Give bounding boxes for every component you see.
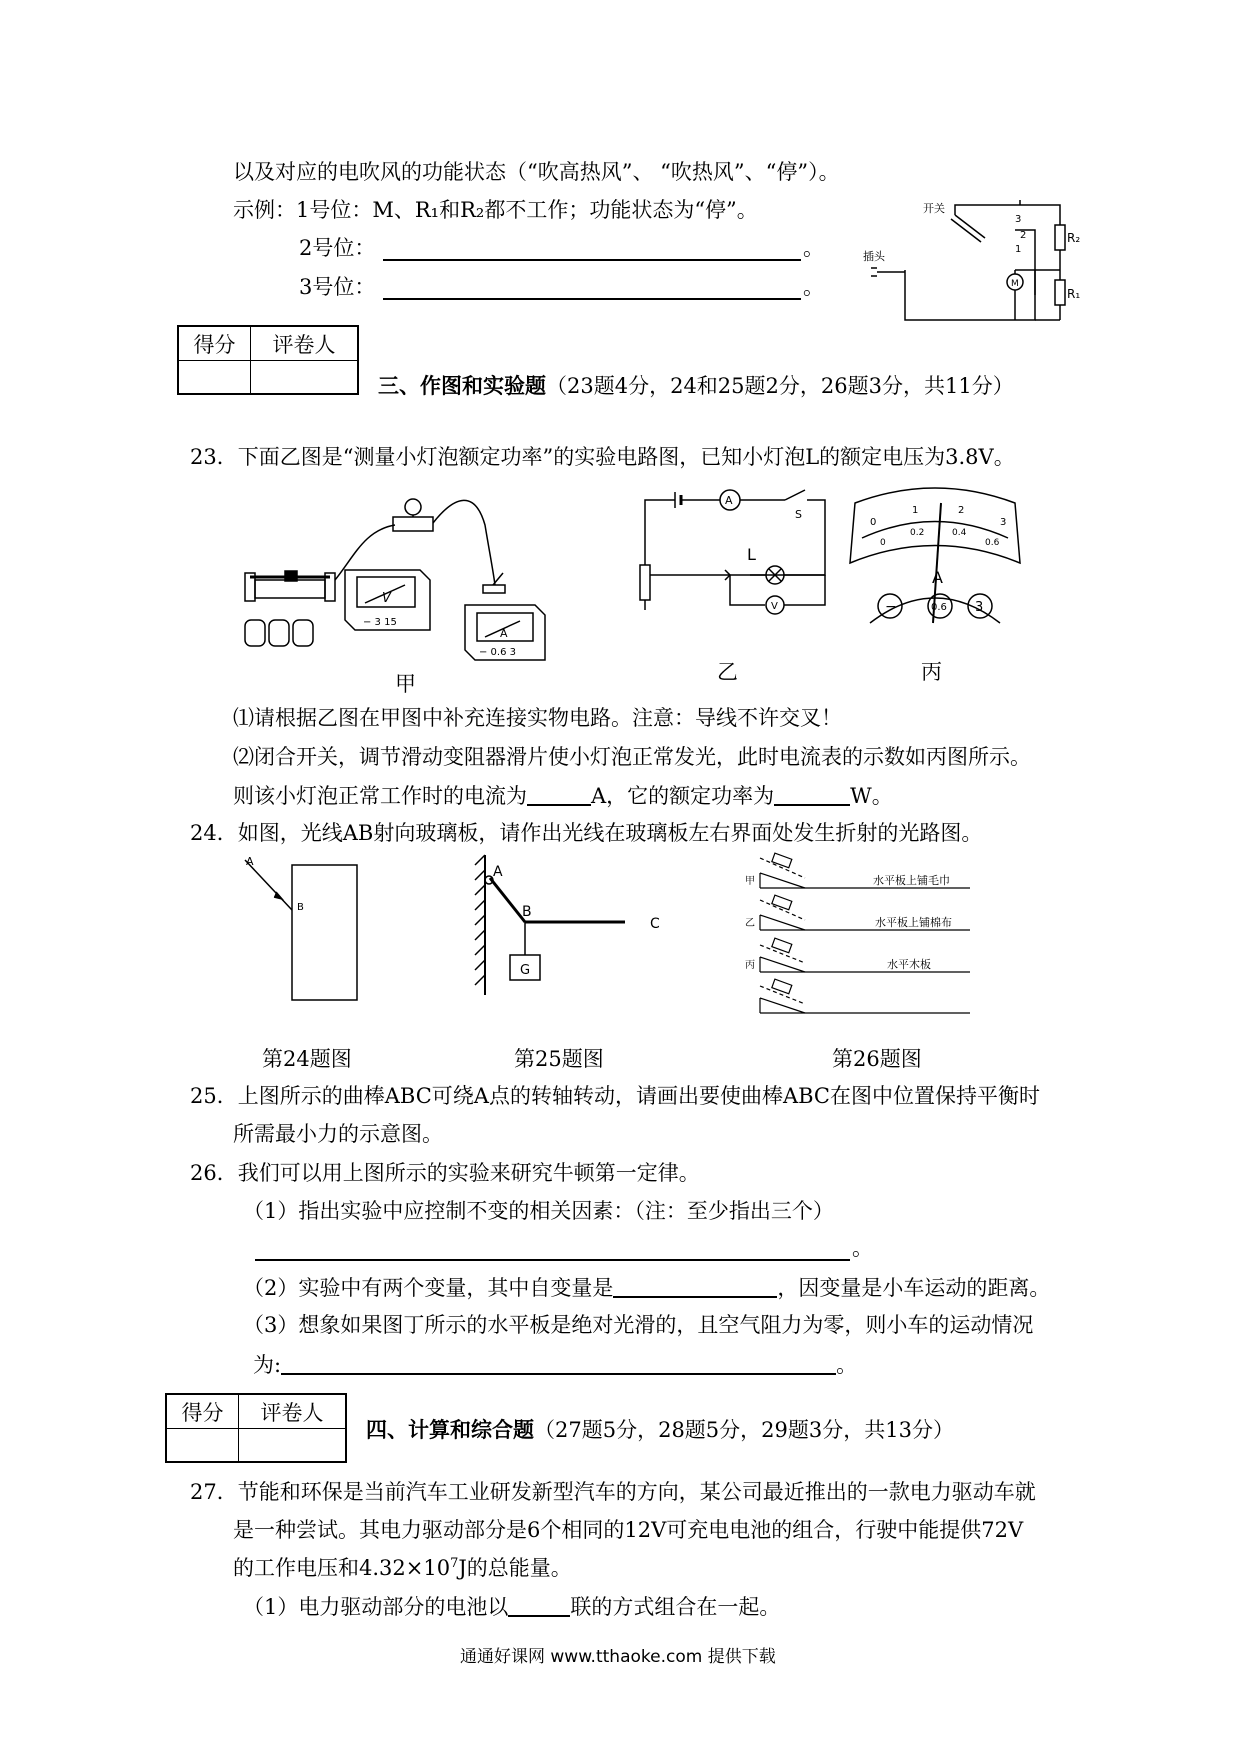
q26-sub3-part2: 为: [253,1353,282,1377]
q23-fig-yi-circuit [635,490,835,620]
score-box-section3 [177,325,359,395]
q22-continuation: 以及对应的电吹风的功能状态（“吹高热风”、 “吹热风”、“停”）。 [233,160,840,184]
q22-pos2-answer-line[interactable] [383,238,801,261]
section4-heading [366,1417,954,1443]
q25-weight-g: G [520,963,531,978]
hairdryer-r2-label: R₂ [1067,231,1081,245]
hairdryer-n1: 1 [1015,244,1022,255]
q26-figure-ramps [745,848,985,1018]
q26-factors-answer-line[interactable] [255,1238,850,1261]
q27-sub1-part1: （1）电力驱动部分的电池以 [243,1595,509,1619]
q26-independent-var-answer-line[interactable] [613,1275,777,1298]
q26-surface-cotton: 水平板上铺棉布 [875,916,952,929]
hairdryer-r1-label: R₁ [1067,287,1081,301]
q23-bing-unit: A [932,568,943,587]
q26-sub1-period: 。 [852,1236,873,1260]
q27-sub1-part2: 联的方式组合在一起。 [570,1595,781,1619]
section3-title: 三、作图和实验题 [378,373,546,398]
q26-sub2-part1: （2）实验中有两个变量，其中自变量是 [243,1276,614,1300]
q23-fig-bing-ammeter [840,483,1030,628]
q23-bing-terminal-06: 0.6 [931,602,947,613]
q23-jia-ammeter-scale: − 0.6 3 [479,647,517,658]
score-cell[interactable] [179,361,251,394]
q25-figure-bent-rod [470,850,690,1000]
q26-sub2-part2: ，因变量是小车运动的距离。 [777,1276,1051,1300]
q23-sub3-part2: A，它的额定功率为 [591,784,775,808]
q24-point-a: A [246,855,254,868]
caption-fig24: 第24题图 [262,1047,352,1071]
caption-fig25: 第25题图 [514,1047,604,1071]
q27-stem-line3 [233,1556,572,1581]
q26-sub1: （1）指出实验中应控制不变的相关因素：（注：至少指出三个） [243,1199,834,1223]
q27-connection-answer-line[interactable] [508,1594,570,1617]
hairdryer-motor-label: M [1011,279,1019,289]
q22-pos3-label: 3号位： [299,275,376,299]
page-footer: 通通好课网 www.tthaoke.com 提供下载 [460,1647,776,1667]
q23-yi-switch-label: S [795,508,802,521]
grader-label: 评卷人 [238,1395,345,1429]
q23-caption-yi: 乙 [717,660,738,684]
q23-bing-top1: 1 [912,505,919,516]
q22-pos2-label: 2号位： [299,236,376,260]
q23-sub3-part3: W。 [850,784,893,808]
grader-label: 评卷人 [250,327,357,361]
q27-energy-part2: J的总能量。 [458,1556,572,1580]
q23-bing-minus: − [885,599,897,615]
caption-fig26: 第26题图 [832,1047,922,1071]
q27-energy-exponent: 7 [450,1556,459,1571]
q23-sub3-part1: 则该小灯泡正常工作时的电流为 [233,784,527,808]
q23-jia-voltmeter-scale: − 3 15 [363,617,397,628]
q23-jia-voltmeter-letter: V [382,591,391,606]
q27-energy-part1: 的工作电压和4.32×10 [233,1556,451,1580]
hairdryer-plug-label: 插头 [863,250,885,263]
grader-cell[interactable] [250,361,357,394]
hairdryer-n3: 3 [1015,214,1022,225]
q26-label-bing: 丙 [745,960,755,971]
q25-point-b: B [522,904,532,920]
q26-sub3-line2 [253,1352,857,1378]
score-label: 得分 [179,327,251,361]
q26-surface-towel: 水平板上铺毛巾 [873,874,950,887]
q23-bing-bot2: 0.4 [952,528,967,538]
q22-pos3-period: 。 [803,275,824,299]
q26-sub3: （3）想象如果图丁所示的水平板是绝对光滑的，且空气阻力为零，则小车的运动情况 [243,1313,1034,1337]
q27-sub1 [243,1594,780,1620]
section4-detail: （27题5分，28题5分，29题3分，共13分） [534,1418,954,1442]
q26-sub2 [243,1275,1050,1301]
q24-figure-glass-plate [240,855,370,1005]
q25-stem-line1: 25．上图所示的曲棒ABC可绕A点的转轴转动，请画出要使曲棒ABC在图中位置保持平衡时 [190,1084,1040,1108]
q25-point-c: C [650,916,660,932]
q23-sub3 [233,783,893,809]
q23-current-answer-line[interactable] [527,783,591,806]
q26-label-yi: 乙 [745,918,755,929]
q23-yi-lamp-label: L [747,545,756,564]
q23-sub2: ⑵闭合开关，调节滑动变阻器滑片使小灯泡正常发光，此时电流表的示数如丙图所示。 [233,745,1031,769]
q23-bing-bot0: 0 [880,538,886,548]
hairdryer-circuit-diagram [855,200,1081,330]
grader-cell[interactable] [238,1429,345,1462]
q25-point-a: A [493,864,503,880]
q26-stem: 26．我们可以用上图所示的实验来研究牛顿第一定律。 [190,1161,700,1185]
q22-example: 示例：1号位：M、R₁和R₂都不工作；功能状态为“停”。 [233,198,758,222]
q25-stem-line2: 所需最小力的示意图。 [233,1122,443,1146]
hairdryer-n2: 2 [1020,230,1027,241]
q23-bing-top0: 0 [870,517,877,528]
q23-jia-ammeter-letter: A [500,627,508,640]
q23-caption-jia: 甲 [395,672,416,696]
q22-pos3-answer-line[interactable] [383,277,801,300]
section4-title: 四、计算和综合题 [366,1417,534,1442]
q24-stem: 24．如图，光线AB射向玻璃板，请作出光线在玻璃板左右界面处发生折射的光路图。 [190,821,983,845]
score-label: 得分 [167,1395,239,1429]
q26-label-jia: 甲 [745,876,755,887]
q23-bing-top2: 2 [958,505,965,516]
q23-yi-ammeter-label: A [725,494,733,507]
q23-caption-bing: 丙 [921,660,942,684]
q27-stem-line2: 是一种尝试。其电力驱动部分是6个相同的12V可充电电池的组合，行驶中能提供72V [233,1518,1024,1542]
q22-pos2-period: 。 [803,236,824,260]
q23-bing-bot1: 0.2 [910,528,925,538]
q23-bing-top3: 3 [1000,517,1007,528]
score-cell[interactable] [167,1429,239,1462]
section3-detail: （23题4分，24和25题2分，26题3分，共11分） [546,374,1014,398]
q23-yi-voltmeter-label: V [771,601,778,612]
q23-bing-bot3: 0.6 [985,538,1000,548]
q23-power-answer-line[interactable] [774,783,850,806]
q23-fig-jia-apparatus [245,485,585,665]
q24-point-b: B [297,902,304,913]
hairdryer-switch-label: 开关 [923,202,945,215]
score-box-section4 [165,1393,347,1463]
q26-sub3-period: 。 [836,1353,858,1377]
q26-motion-answer-line[interactable] [281,1352,836,1375]
q27-stem-line1: 27．节能和环保是当前汽车工业研发新型汽车的方向，某公司最近推出的一款电力驱动车就 [190,1480,1036,1504]
q23-bing-terminal-3: 3 [975,600,984,615]
q23-stem: 23．下面乙图是“测量小灯泡额定功率”的实验电路图，已知小灯泡L的额定电压为3.8V。 [190,445,1015,469]
section3-heading [378,373,1014,399]
q26-surface-wood: 水平木板 [887,958,931,971]
q23-sub1: ⑴请根据乙图在甲图中补充连接实物电路。注意：导线不许交叉！ [233,706,842,730]
